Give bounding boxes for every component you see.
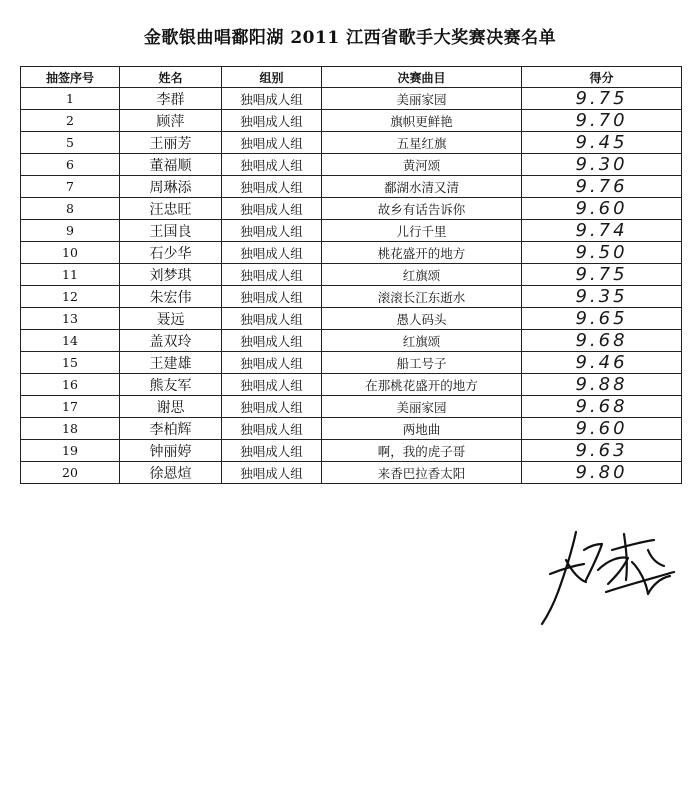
name-cell: 钟丽婷 bbox=[120, 440, 222, 462]
header-name: 姓名 bbox=[120, 67, 222, 88]
table-row bbox=[21, 396, 682, 418]
group-cell: 独唱成人组 bbox=[222, 110, 322, 132]
score-cell: 9.70 bbox=[522, 110, 682, 132]
song-cell: 美丽家园 bbox=[322, 88, 522, 110]
group-cell: 独唱成人组 bbox=[222, 418, 322, 440]
song-cell: 在那桃花盛开的地方 bbox=[322, 374, 522, 396]
group-cell: 独唱成人组 bbox=[222, 374, 322, 396]
table-row bbox=[21, 440, 682, 462]
score-cell: 9.60 bbox=[522, 198, 682, 220]
draw-number-cell: 15 bbox=[21, 352, 120, 374]
group-cell: 独唱成人组 bbox=[222, 462, 322, 484]
draw-number-cell: 11 bbox=[21, 264, 120, 286]
table-row bbox=[21, 374, 682, 396]
header-group: 组别 bbox=[222, 67, 322, 88]
song-cell: 红旗颂 bbox=[322, 330, 522, 352]
group-cell: 独唱成人组 bbox=[222, 176, 322, 198]
score-cell: 9.68 bbox=[522, 330, 682, 352]
draw-number-cell: 9 bbox=[21, 220, 120, 242]
draw-number-cell: 1 bbox=[21, 88, 120, 110]
group-cell: 独唱成人组 bbox=[222, 242, 322, 264]
table-row bbox=[21, 132, 682, 154]
draw-number-cell: 10 bbox=[21, 242, 120, 264]
song-cell: 滚滚长江东逝水 bbox=[322, 286, 522, 308]
name-cell: 王丽芳 bbox=[120, 132, 222, 154]
group-cell: 独唱成人组 bbox=[222, 440, 322, 462]
song-cell: 愚人码头 bbox=[322, 308, 522, 330]
song-cell: 两地曲 bbox=[322, 418, 522, 440]
finalist-table bbox=[20, 66, 682, 484]
name-cell: 刘梦琪 bbox=[120, 264, 222, 286]
document-title: 金歌银曲唱鄱阳湖 2011 江西省歌手大奖赛决赛名单 bbox=[143, 28, 557, 48]
table-row bbox=[21, 286, 682, 308]
song-cell: 故乡有话告诉你 bbox=[322, 198, 522, 220]
draw-number-cell: 18 bbox=[21, 418, 120, 440]
song-cell: 来香巴拉香太阳 bbox=[322, 462, 522, 484]
table-header-row bbox=[21, 67, 682, 88]
song-cell: 船工号子 bbox=[322, 352, 522, 374]
group-cell: 独唱成人组 bbox=[222, 220, 322, 242]
score-cell: 9.30 bbox=[522, 154, 682, 176]
name-cell: 董福顺 bbox=[120, 154, 222, 176]
draw-number-cell: 8 bbox=[21, 198, 120, 220]
draw-number-cell: 17 bbox=[21, 396, 120, 418]
draw-number-cell: 20 bbox=[21, 462, 120, 484]
table-row bbox=[21, 352, 682, 374]
name-cell: 徐恩煊 bbox=[120, 462, 222, 484]
group-cell: 独唱成人组 bbox=[222, 396, 322, 418]
name-cell: 聂远 bbox=[120, 308, 222, 330]
name-cell: 朱宏伟 bbox=[120, 286, 222, 308]
song-cell: 桃花盛开的地方 bbox=[322, 242, 522, 264]
name-cell: 王建雄 bbox=[120, 352, 222, 374]
name-cell: 李柏辉 bbox=[120, 418, 222, 440]
name-cell: 顾萍 bbox=[120, 110, 222, 132]
score-cell: 9.46 bbox=[522, 352, 682, 374]
draw-number-cell: 5 bbox=[21, 132, 120, 154]
score-cell: 9.35 bbox=[522, 286, 682, 308]
score-cell: 9.68 bbox=[522, 396, 682, 418]
table-row bbox=[21, 462, 682, 484]
name-cell: 王国良 bbox=[120, 220, 222, 242]
header-song: 决赛曲目 bbox=[322, 67, 522, 88]
score-cell: 9.74 bbox=[522, 220, 682, 242]
name-cell: 熊友军 bbox=[120, 374, 222, 396]
group-cell: 独唱成人组 bbox=[222, 308, 322, 330]
header-draw-number: 抽签序号 bbox=[21, 67, 120, 88]
draw-number-cell: 16 bbox=[21, 374, 120, 396]
signature-icon bbox=[528, 520, 688, 630]
table-row bbox=[21, 418, 682, 440]
score-cell: 9.50 bbox=[522, 242, 682, 264]
draw-number-cell: 2 bbox=[21, 110, 120, 132]
table-row bbox=[21, 264, 682, 286]
song-cell: 红旗颂 bbox=[322, 264, 522, 286]
draw-number-cell: 14 bbox=[21, 330, 120, 352]
table-row bbox=[21, 330, 682, 352]
score-cell: 9.75 bbox=[522, 264, 682, 286]
draw-number-cell: 12 bbox=[21, 286, 120, 308]
table-row bbox=[21, 88, 682, 110]
score-cell: 9.63 bbox=[522, 440, 682, 462]
song-cell: 鄱湖水清又清 bbox=[322, 176, 522, 198]
table-row bbox=[21, 198, 682, 220]
draw-number-cell: 7 bbox=[21, 176, 120, 198]
draw-number-cell: 19 bbox=[21, 440, 120, 462]
score-cell: 9.65 bbox=[522, 308, 682, 330]
name-cell: 周琳添 bbox=[120, 176, 222, 198]
group-cell: 独唱成人组 bbox=[222, 330, 322, 352]
group-cell: 独唱成人组 bbox=[222, 198, 322, 220]
song-cell: 啊，我的虎子哥 bbox=[322, 440, 522, 462]
header-score: 得分 bbox=[522, 67, 682, 88]
score-cell: 9.80 bbox=[522, 462, 682, 484]
score-cell: 9.75 bbox=[522, 88, 682, 110]
draw-number-cell: 6 bbox=[21, 154, 120, 176]
song-cell: 黄河颂 bbox=[322, 154, 522, 176]
song-cell: 五星红旗 bbox=[322, 132, 522, 154]
name-cell: 石少华 bbox=[120, 242, 222, 264]
score-cell: 9.76 bbox=[522, 176, 682, 198]
song-cell: 儿行千里 bbox=[322, 220, 522, 242]
table-row bbox=[21, 242, 682, 264]
name-cell: 谢思 bbox=[120, 396, 222, 418]
group-cell: 独唱成人组 bbox=[222, 352, 322, 374]
group-cell: 独唱成人组 bbox=[222, 132, 322, 154]
group-cell: 独唱成人组 bbox=[222, 286, 322, 308]
table-row bbox=[21, 110, 682, 132]
score-cell: 9.45 bbox=[522, 132, 682, 154]
group-cell: 独唱成人组 bbox=[222, 154, 322, 176]
score-cell: 9.88 bbox=[522, 374, 682, 396]
draw-number-cell: 13 bbox=[21, 308, 120, 330]
table-row bbox=[21, 176, 682, 198]
name-cell: 李群 bbox=[120, 88, 222, 110]
table-row bbox=[21, 308, 682, 330]
name-cell: 汪忠旺 bbox=[120, 198, 222, 220]
song-cell: 美丽家园 bbox=[322, 396, 522, 418]
group-cell: 独唱成人组 bbox=[222, 264, 322, 286]
name-cell: 盖双玲 bbox=[120, 330, 222, 352]
group-cell: 独唱成人组 bbox=[222, 88, 322, 110]
table-row bbox=[21, 154, 682, 176]
song-cell: 旗帜更鲜艳 bbox=[322, 110, 522, 132]
score-cell: 9.60 bbox=[522, 418, 682, 440]
table-row bbox=[21, 220, 682, 242]
